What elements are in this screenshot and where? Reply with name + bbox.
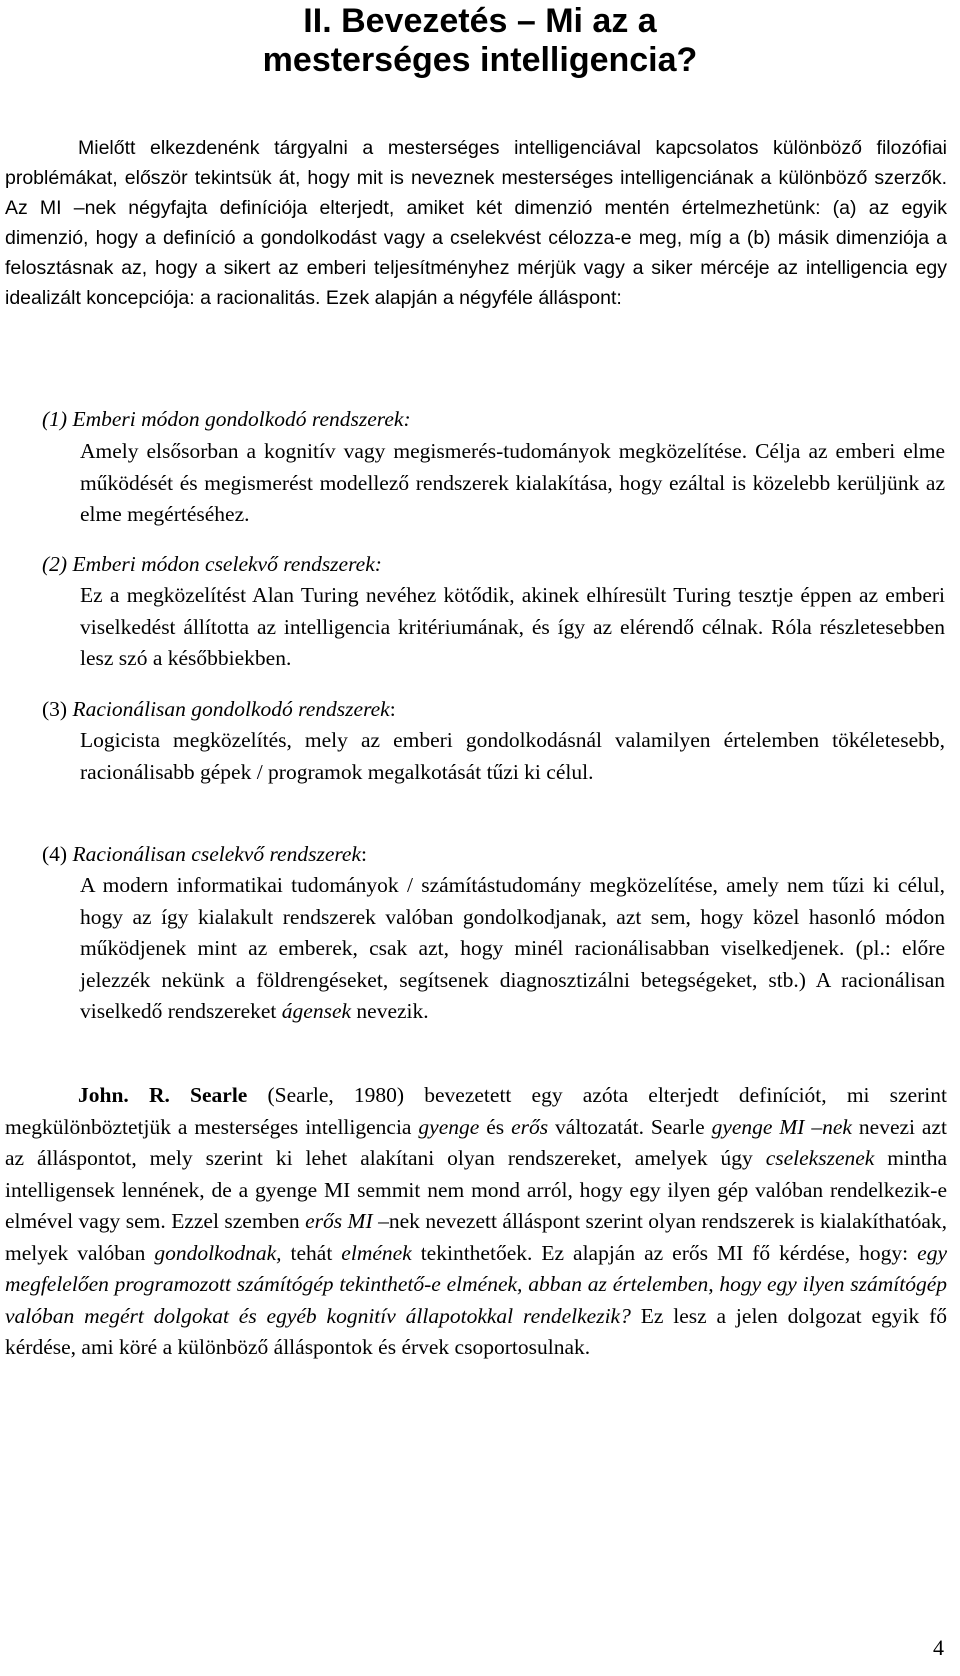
searle-text-4: nevezi azt az álláspontot, mely szerint ki lehet alakítani olyan rendszereket, amelyek úgy <box>5 1114 947 1170</box>
item-4-body-text: A modern informatikai tudományok / számítástudomány megközelítése, amely nem tűzi ki célul, hogy az így kialakult rendszerek valóban gondolkodjanak, azt sem, hogy közel hasonló módon működjenek mint az emberek, csak azt, hogy minél racionálisabban viselkedjenek. (pl.: előre jelezzék nekünk a földrengéseket, segítsenek diagnosztizálni betegségeket, stb.) A racionálisan viselkedő rendszereket <box>80 873 945 1023</box>
searle-em-5: erős MI <box>305 1209 373 1233</box>
item-4-body <box>80 870 945 1028</box>
searle-text-6: –nek nevezett álláspont szerint olyan rendszerek is kialakíthatóak, melyek valóban <box>5 1209 947 1265</box>
searle-text-3: változatát. Searle <box>548 1114 712 1139</box>
item-1-heading <box>42 404 411 436</box>
searle-text-8: tekinthetőek. Ez alapján az erős MI fő kérdése, hogy: <box>411 1240 918 1265</box>
item-2-number: (2) <box>42 552 68 576</box>
searle-author: John. R. Searle <box>78 1083 248 1107</box>
searle-text-1: (Searle, 1980) bevezetett egy azóta elterjedt definíciót, mi szerint megkülönböztetjük a mesterséges intelligencia <box>5 1083 947 1139</box>
intro-paragraph: Mielőtt elkezdenénk tárgyalni a mesterséges intelligenciával kapcsolatos különböző filozófiai problémákat, először tekintsük át, hogy mit is neveznek mesterséges intelligenciának a különböző szerzők. Az MI –nek négyfajta definíciója elterjedt, amiket két dimenzió mentén értelmezhetünk: (a) az egyik dimenzió, hogy a definíció a gondolkodást vagy a cselekvést célozza-e meg, míg a (b) másik dimenziója a felosztásnak az, hogy a sikert az emberi teljesítményhez mérjük vagy a siker mércéje az intelligencia egy idealizált koncepciója: a racionalitás. Ezek alapján a négyféle álláspont: <box>5 137 947 309</box>
item-4-number: (4) <box>42 842 68 866</box>
searle-em-7: elmének <box>341 1240 412 1265</box>
item-2-title: Emberi módon cselekvő rendszerek: <box>72 552 382 576</box>
searle-text-2: és <box>479 1114 512 1139</box>
item-3-heading <box>42 694 396 726</box>
item-4-heading <box>42 839 367 871</box>
page-title <box>0 2 960 80</box>
title-line-2: mesterséges intelligencia? <box>262 41 698 79</box>
searle-em-4: cselekszenek <box>765 1146 875 1170</box>
item-3-number: (3) <box>42 697 68 721</box>
item-3-colon: : <box>389 697 396 721</box>
item-3-title: Racionálisan gondolkodó rendszerek <box>72 697 390 721</box>
searle-em-1: gyenge <box>418 1114 480 1139</box>
item-3-body: Logicista megközelítés, mely az emberi gondolkodásnál valamilyen értelemben tökéletesebb, racionálisabb gépek / programok megalkotását tűzi ki célul. <box>80 728 945 784</box>
item-2-body: Ez a megközelítést Alan Turing nevéhez kötődik, akinek elhíresült Turing tesztje éppen az emberi viselkedést állította az intelligencia kritériumának, és így az elérendő célnak. Róla részletesebben lesz szó a későbbiekben. <box>80 583 945 670</box>
searle-paragraph <box>5 1080 947 1364</box>
searle-text-7: tehát <box>281 1240 342 1265</box>
searle-em-3: gyenge MI –nek <box>711 1114 852 1139</box>
item-4-title: Racionálisan cselekvő rendszerek <box>72 842 362 866</box>
item-1-body: Amely elsősorban a kognitív vagy megismerés-tudományok megközelítése. Célja az emberi elme működését és megismerést modellező rendszerek kialakítása, hogy ezáltal is közelebb kerüljünk az elme megértéséhez. <box>80 439 945 526</box>
item-4-body-emphasis: ágensek <box>281 999 352 1023</box>
searle-em-6: gondolkodnak, <box>154 1240 282 1265</box>
item-1-number: (1) <box>42 407 68 431</box>
item-4-colon: : <box>361 842 367 866</box>
searle-em-8: egy megfelelően programozott számítógép tekinthető-e elmének, abban az értelemben, hogy egy ilyen számítógép valóban megért dolgokat és egyéb kognitív állapotokkal rendelkezik? <box>5 1240 947 1328</box>
title-line-1: II. Bevezetés – Mi az a <box>303 2 657 40</box>
searle-text-5: mintha intelligensek lennének, de a gyenge MI semmit nem mond arról, hogy egy ilyen gép valóban rendelkezik-e elmével vagy sem. Ezzel szemben <box>5 1146 947 1233</box>
searle-text-9: Ez lesz a jelen dolgozat egyik fő kérdése, ami köré a különböző álláspontok és érvek csoportosulnak. <box>5 1303 947 1359</box>
item-4-body-end: nevezik. <box>351 999 429 1023</box>
searle-em-2: erős <box>511 1114 549 1139</box>
item-1-title: Emberi módon gondolkodó rendszerek: <box>72 407 411 431</box>
page-number: 4 <box>933 1635 944 1660</box>
item-2-heading <box>42 549 382 581</box>
